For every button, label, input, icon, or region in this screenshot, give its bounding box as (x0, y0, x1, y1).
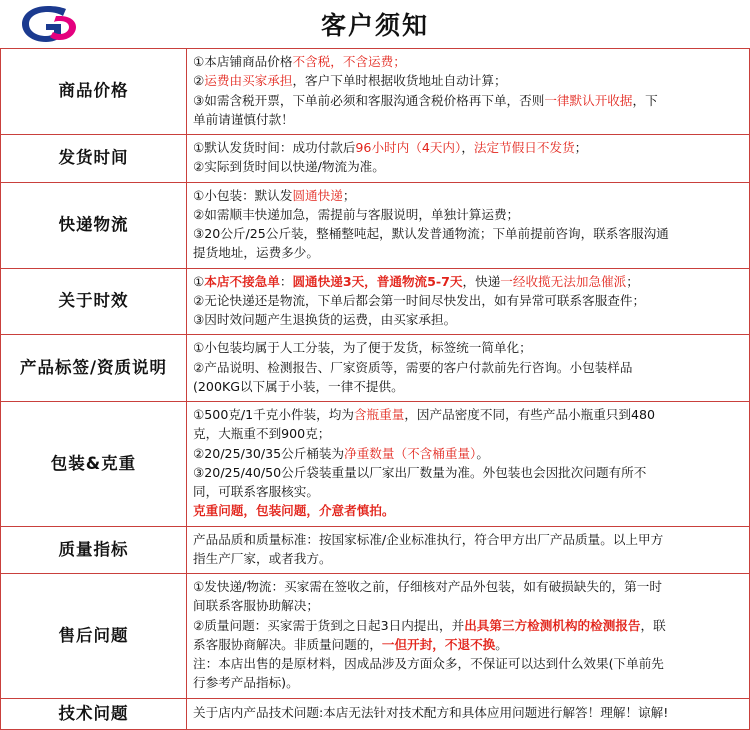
content-text: 同，可联系客服核实。 (193, 484, 319, 499)
table-row (1, 135, 750, 183)
content-text: 间联系客服协助解决； (193, 598, 319, 614)
table-row (1, 402, 750, 527)
row-label: 售后问题 (1, 574, 187, 699)
content-text: ③因时效问题产生退换货的运费，由买家承担。 (193, 312, 457, 327)
content-line (193, 72, 743, 90)
content-line (193, 502, 743, 520)
row-content (187, 268, 750, 335)
content-text: ，快递 (462, 273, 501, 289)
content-line (193, 187, 743, 205)
content-text: ②20/25/30/35公斤桶装为 (193, 445, 345, 461)
content-text: ③如需含税开票，下单前必须和客服沟通含税价格再下单，否则 (193, 92, 545, 108)
content-text: 不含税，不含运费； (292, 54, 406, 69)
content-text: 单前请谨慎付款！ (193, 111, 294, 127)
content-text: 本店不接急单 (204, 273, 280, 289)
content-line (193, 531, 743, 549)
row-content (187, 135, 750, 183)
content-text: ，因产品密度不同，有些产品小瓶重只到480 (404, 407, 656, 422)
content-line (193, 674, 743, 692)
table-row (1, 526, 750, 574)
content-line (193, 92, 743, 110)
content-text: ① (193, 273, 205, 289)
company-logo (8, 2, 82, 46)
content-text: 指生产厂家，或者我方。 (193, 550, 332, 566)
row-label: 产品标签/资质说明 (1, 335, 187, 402)
content-text: 一但开封，不退不换 (381, 636, 496, 652)
content-text: ② (193, 73, 205, 89)
row-content (187, 182, 750, 268)
content-text: ①本店铺商品价格 (193, 54, 293, 69)
content-line (193, 578, 743, 596)
content-text: 提货地址，运费多少。 (193, 245, 319, 261)
content-text: 一律默认开收据 (544, 92, 633, 108)
page-header (0, 0, 750, 48)
content-text: (200KG以下属于小装，一律不提供。 (193, 378, 404, 394)
row-content (187, 698, 750, 729)
row-label: 质量指标 (1, 526, 187, 574)
content-text: 克，大瓶重不到900克； (193, 426, 331, 442)
content-text: 圆通快递3天，普通物流5-7天 (292, 273, 463, 289)
content-text: 96小时内（4天内） (355, 140, 462, 155)
row-label: 技术问题 (1, 698, 187, 729)
content-text: ②如需顺丰快递加急，需提前与客服说明，单独计算运费； (193, 206, 520, 222)
content-text: ②产品说明、检测报告、厂家资质等，需要的客户付款前先行咨询。小包装样品 (193, 359, 633, 375)
content-text: ①小包装均属于人工分装，为了便于发货，标签统一简单化； (193, 340, 532, 356)
content-line (193, 206, 743, 224)
content-text: ，下 (632, 92, 658, 108)
content-text: ， (461, 140, 474, 155)
content-line (193, 597, 743, 615)
row-label: 发货时间 (1, 135, 187, 183)
content-text: ； (626, 273, 639, 289)
content-line (193, 464, 743, 482)
content-line (193, 617, 743, 635)
content-line (193, 292, 743, 310)
row-content (187, 402, 750, 527)
row-label: 关于时效 (1, 268, 187, 335)
row-label: 快递物流 (1, 182, 187, 268)
content-text: ②无论快递还是物流，下单后都会第一时间尽快发出，如有异常可联系客服查件； (193, 292, 646, 308)
content-text: 。 (495, 636, 508, 652)
content-text: 产品品质和质量标准：按国家标准/企业标准执行，符合甲方出厂产品质量。以上甲方 (193, 531, 664, 547)
content-line (193, 406, 743, 424)
content-line (193, 158, 743, 176)
content-text: 系客服协商解决。非质量问题的， (193, 636, 382, 652)
row-content (187, 574, 750, 699)
row-content (187, 526, 750, 574)
content-text: ①发快递/物流：买家需在签收之前，仔细核对产品外包装，如有破损缺失的，第一时 (193, 579, 662, 594)
content-line (193, 244, 743, 262)
content-line (193, 483, 743, 501)
content-text: ； (574, 140, 588, 155)
table-row (1, 268, 750, 335)
content-line (193, 378, 743, 396)
content-line (193, 636, 743, 654)
content-text: 净重数量（不含桶重量） (344, 445, 477, 461)
row-label: 商品价格 (1, 49, 187, 135)
row-content (187, 335, 750, 402)
content-line (193, 550, 743, 568)
content-text: 出具第三方检测机构的检测报告 (464, 617, 641, 633)
table-row (1, 698, 750, 729)
content-text: ①默认发货时间：成功付款后 (193, 140, 356, 155)
content-text: 克重问题，包装问题，介意者慎拍。 (193, 503, 395, 519)
content-text: 运费由买家承担 (204, 73, 293, 89)
row-content (187, 49, 750, 135)
content-text: 关于店内产品技术问题:本店无法针对技术配方和具体应用问题进行解答！理解！谅解! (193, 705, 669, 720)
content-text: ①小包装：默认发 (193, 187, 293, 203)
content-text: ②质量问题：买家需于货到之日起3日内提出，并 (193, 617, 465, 633)
content-line (193, 655, 743, 673)
content-text: 含瓶重量 (353, 407, 405, 422)
content-text: ，联 (640, 617, 666, 633)
content-text: ③20/25/40/50公斤袋装重量以厂家出厂数量为准。外包装也会因批次问题有所不 (193, 464, 647, 480)
content-text: 圆通快递 (292, 187, 343, 203)
page-title: 客户须知 (320, 11, 429, 40)
content-text: 。 (476, 445, 489, 461)
table-row (1, 182, 750, 268)
content-line (193, 445, 743, 463)
content-line (193, 139, 743, 157)
notice-table (0, 48, 750, 730)
content-line (193, 273, 743, 291)
table-row (1, 335, 750, 402)
content-text: ②实际到货时间以快递/物流为准。 (193, 159, 385, 175)
content-text: 注：本店出售的是原材料，因成品涉及方面众多，不保证可以达到什么效果(下单前先 (193, 656, 664, 671)
content-text: ； (342, 187, 356, 203)
content-line (193, 425, 743, 443)
content-line (193, 111, 743, 129)
content-text: ： (279, 273, 293, 289)
content-line (193, 339, 743, 357)
table-row (1, 574, 750, 699)
content-text: 一经收揽无法加急催派 (500, 273, 627, 289)
content-line (193, 704, 743, 722)
content-line (193, 225, 743, 243)
content-line (193, 359, 743, 377)
content-text: ，客户下单时根据收货地址自动计算； (292, 73, 507, 89)
content-text: 法定节假日不发货 (473, 140, 575, 155)
row-label: 包装&克重 (1, 402, 187, 527)
content-text: ③20公斤/25公斤装，整桶整吨起，默认发普通物流；下单前提前咨询，联系客服沟通 (193, 226, 669, 241)
content-text: 行参考产品指标)。 (193, 675, 299, 691)
content-line (193, 311, 743, 329)
content-text: ①500克/1千克小件装，均为 (193, 407, 354, 422)
table-row (1, 49, 750, 135)
content-line (193, 53, 743, 71)
